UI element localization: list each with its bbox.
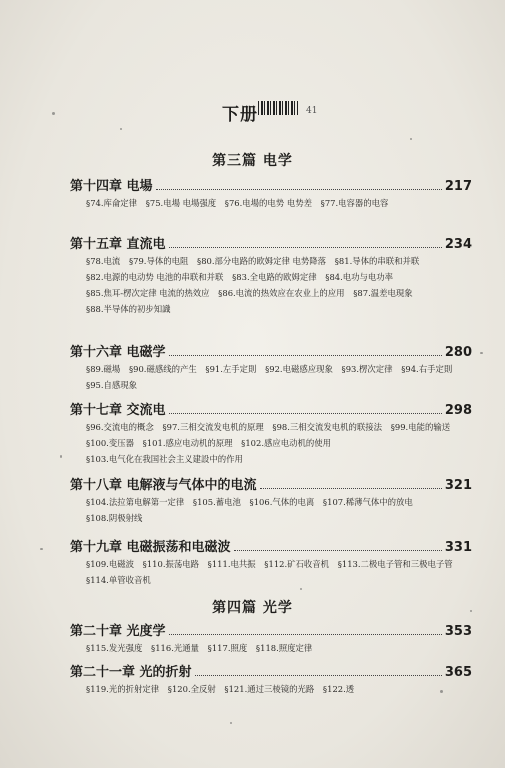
toc-chapter[interactable]	[70, 661, 472, 679]
toc-chapter[interactable]	[70, 620, 472, 638]
section-list	[86, 556, 460, 588]
section-list	[86, 253, 460, 317]
section-item[interactable]: §122.透	[322, 684, 355, 694]
toc-chapter[interactable]	[70, 175, 472, 193]
chapter-title: 第二十章 光度学	[70, 624, 166, 639]
chapter-page: 280	[444, 345, 472, 360]
toc-chapter[interactable]	[70, 474, 472, 492]
chapter-page: 365	[444, 665, 472, 680]
section-item[interactable]: §107.稀薄气体中的放电	[322, 497, 413, 507]
section-item[interactable]: §87.温差电現象	[353, 288, 413, 298]
scan-speck	[120, 128, 122, 130]
section-item[interactable]: §84.电功与电功率	[325, 272, 394, 282]
section-list	[86, 681, 460, 697]
chapter-title: 第二十一章 光的折射	[70, 665, 192, 680]
toc-chapter[interactable]	[70, 233, 472, 251]
dot-leader	[234, 550, 442, 551]
chapter-title: 第十九章 电磁振荡和电磁波	[70, 540, 231, 555]
section-item[interactable]: §114.单管收音机	[86, 575, 151, 585]
scan-speck	[410, 138, 412, 140]
section-item[interactable]: §110.振荡电路	[142, 559, 199, 569]
scan-speck	[300, 588, 302, 590]
section-item[interactable]: §103.电气化在我国社会主义建設中的作用	[86, 454, 243, 464]
dot-leader	[260, 488, 442, 489]
scan-speck	[470, 610, 472, 612]
section-item[interactable]: §96.交流电的概念	[86, 422, 154, 432]
section-item[interactable]: §95.自感現象	[86, 380, 138, 390]
section-item[interactable]: §106.气体的电离	[249, 497, 315, 507]
section-item[interactable]: §93.楞次定律	[341, 364, 393, 374]
section-item[interactable]: §121.通过三棱镜的光路	[224, 684, 315, 694]
section-item[interactable]: §74.库侖定律	[86, 198, 138, 208]
section-item[interactable]: §75.电場 电場强度	[145, 198, 217, 208]
section-item[interactable]: §94.右手定則	[401, 364, 453, 374]
section-item[interactable]: §99.电能的输送	[390, 422, 451, 432]
part-title: 第四篇 光学	[212, 600, 293, 616]
section-item[interactable]: §82.电源的电动势 电池的串联和并联	[86, 272, 224, 282]
chapter-page: 331	[444, 540, 472, 555]
chapter-title: 第十八章 电解液与气体中的电流	[70, 478, 257, 493]
page-number: 41	[306, 106, 318, 116]
chapter-page: 217	[444, 179, 472, 194]
section-item[interactable]: §98.三相交流发电机的联接法	[272, 422, 383, 432]
section-item[interactable]: §116.光通量	[151, 643, 199, 653]
section-item[interactable]: §97.三相交流发电机的原理	[162, 422, 264, 432]
toc-chapter[interactable]	[70, 536, 472, 554]
chapter-title: 第十七章 交流电	[70, 403, 166, 418]
toc-chapter[interactable]	[70, 341, 472, 359]
section-item[interactable]: §85.焦耳-楞次定律 电流的热效应	[86, 288, 210, 298]
dot-leader	[169, 413, 442, 414]
section-item[interactable]: §101.感应电动机的原理	[142, 438, 233, 448]
section-item[interactable]: §91.左手定則	[205, 364, 257, 374]
dot-leader	[169, 634, 442, 635]
section-item[interactable]: §86.电流的热效应在农业上的应用	[218, 288, 345, 298]
volume-title: 下册	[222, 105, 258, 125]
section-list	[86, 195, 460, 211]
scan-speck	[230, 722, 232, 724]
part-title: 第三篇 电学	[212, 153, 293, 169]
chapter-page: 321	[444, 478, 472, 493]
scan-speck	[480, 352, 483, 354]
section-item[interactable]: §80.部分电路的欧姆定律 电势降落	[197, 256, 327, 266]
scan-speck	[40, 548, 43, 550]
dot-leader	[169, 355, 442, 356]
scan-speck	[60, 455, 62, 458]
section-item[interactable]: §90.磁感线的产生	[128, 364, 197, 374]
section-item[interactable]: §112.矿石收音机	[264, 559, 330, 569]
section-item[interactable]: §88.半导体的初步知識	[86, 304, 171, 314]
section-item[interactable]: §120.全反射	[167, 684, 216, 694]
chapter-title: 第十六章 电磁学	[70, 345, 166, 360]
chapter-page: 298	[444, 403, 472, 418]
section-item[interactable]: §109.电磁波	[86, 559, 134, 569]
dot-leader	[169, 247, 442, 248]
section-list	[86, 419, 460, 467]
section-item[interactable]: §119.光的折射定律	[86, 684, 160, 694]
section-list	[86, 494, 460, 526]
section-item[interactable]: §105.蓄电池	[192, 497, 241, 507]
section-list	[86, 640, 460, 656]
chapter-title: 第十四章 电場	[70, 179, 153, 194]
section-item[interactable]: §113.二极电子管和三极电子管	[337, 559, 453, 569]
section-item[interactable]: §115.发光强度	[86, 643, 143, 653]
scan-speck	[440, 690, 443, 693]
section-list	[86, 361, 460, 393]
page-header	[0, 100, 505, 128]
dot-leader	[156, 189, 442, 190]
dot-leader	[195, 675, 442, 676]
section-item[interactable]: §76.电場的电势 电势差	[224, 198, 312, 208]
section-item[interactable]: §92.电磁感应现象	[265, 364, 333, 374]
section-item[interactable]: §78.电流	[86, 256, 121, 266]
section-item[interactable]: §89.磁場	[86, 364, 121, 374]
section-item[interactable]: §108.阴极射线	[86, 513, 143, 523]
chapter-page: 353	[444, 624, 472, 639]
chapter-page: 234	[444, 237, 472, 252]
library-stamp-barcode	[258, 101, 298, 115]
scan-speck	[52, 112, 55, 115]
section-item[interactable]: §81.导体的串联和并联	[334, 256, 420, 266]
section-item[interactable]: §111.电共振	[207, 559, 256, 569]
toc-chapter[interactable]	[70, 399, 472, 417]
section-item[interactable]: §79.导体的电阻	[128, 256, 189, 266]
chapter-title: 第十五章 直流电	[70, 237, 166, 252]
section-item[interactable]: §117.照度	[207, 643, 248, 653]
section-item[interactable]: §77.电容器的电容	[320, 198, 389, 208]
section-item[interactable]: §118.照度定律	[255, 643, 313, 653]
section-item[interactable]: §83.全电路的欧姆定律	[232, 272, 317, 282]
section-item[interactable]: §102.感应电动机的使用	[241, 438, 331, 448]
section-item[interactable]: §100.变压器	[86, 438, 134, 448]
section-item[interactable]: §104.法拉第电解第一定律	[86, 497, 185, 507]
